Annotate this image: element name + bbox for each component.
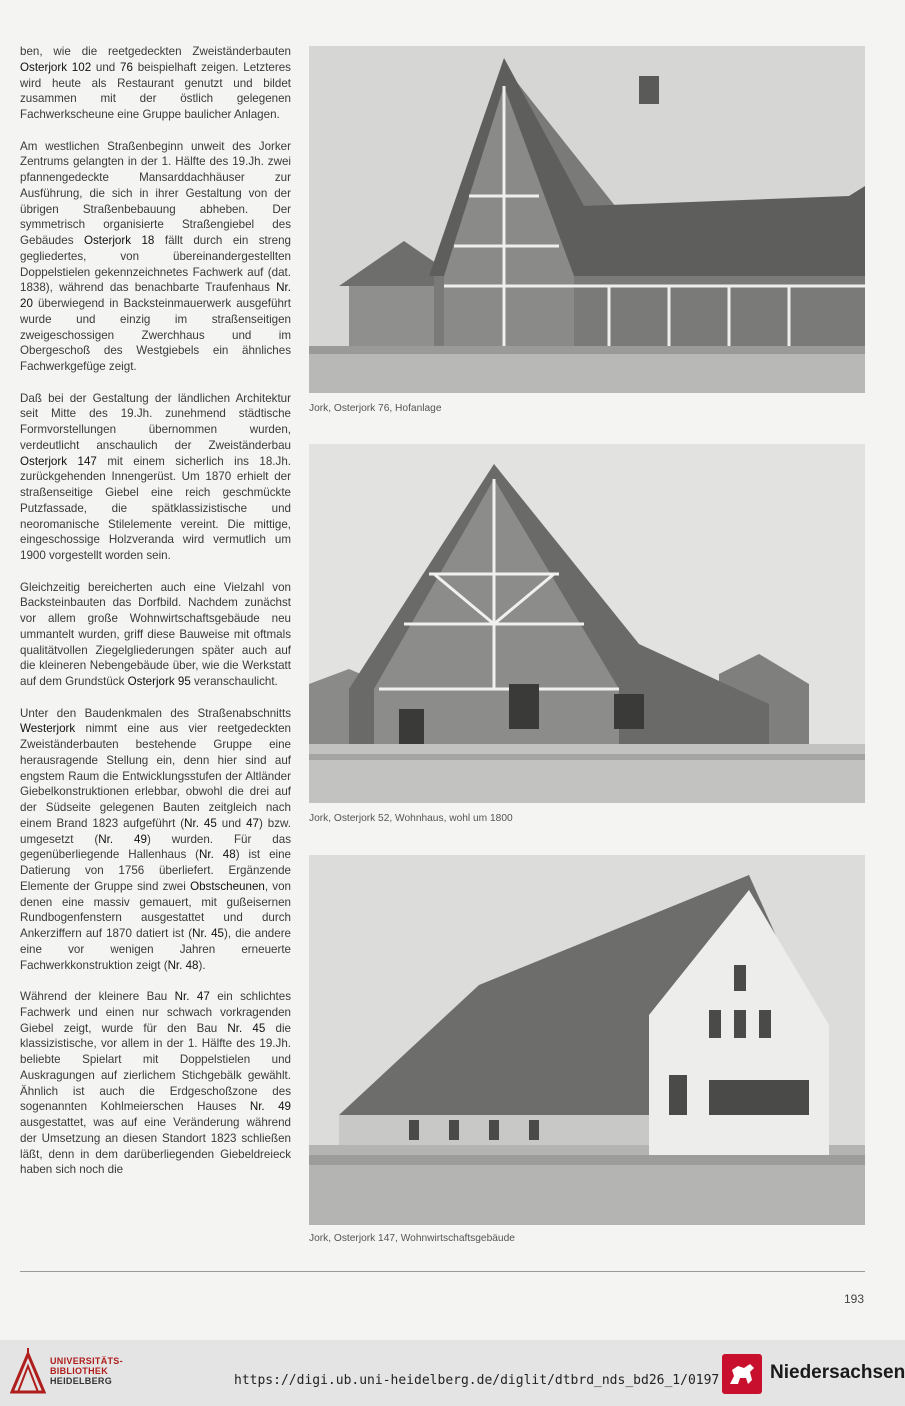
ub-heidelberg-logo-icon[interactable] xyxy=(10,1346,46,1394)
highlighted-reference: Nr. 45 xyxy=(192,927,224,940)
photo-caption: Jork, Osterjork 147, Wohnwirtschaftsgebäude xyxy=(309,1233,515,1244)
photo-caption: Jork, Osterjork 52, Wohnhaus, wohl um 1800 xyxy=(309,813,513,824)
photo-caption: Jork, Osterjork 76, Hofanlage xyxy=(309,403,442,414)
text-run: ein schlichtes Fachwerk und einen nur schwach vorkragenden Giebel zeigt, wurde für den Bau xyxy=(20,990,291,1035)
text-run: beispielhaft zeigen. Letzteres wird heute als Restaurant genutzt und bildet zusammen mit der östlich gelegenen Fachwerkscheune eine Gruppe baulicher Anlagen. xyxy=(20,60,291,121)
ub-label-line: HEIDELBERG xyxy=(50,1376,113,1386)
document-url-link[interactable]: https://digi.ub.uni-heidelberg.de/diglit/dtbrd_nds_bd26_1/0197 xyxy=(234,1373,720,1388)
paragraph xyxy=(20,391,291,564)
page-number: 193 xyxy=(843,1292,864,1306)
text-run: veranschaulicht. xyxy=(190,675,278,688)
text-run: ), die andere eine vor wenigen Jahren erneuerte Fachwerkkonstruktion zeigt ( xyxy=(20,927,291,972)
text-run: ) ist eine Datierung von 1756 überliefert. Ergänzende Elemente der Gruppe sind zwei xyxy=(20,848,291,893)
highlighted-reference: Osterjork 102 xyxy=(20,60,92,74)
highlighted-reference: Westerjork xyxy=(20,722,76,736)
ub-heidelberg-label[interactable] xyxy=(50,1356,123,1386)
paragraph xyxy=(20,580,291,690)
text-run: ) bzw. umgesetzt ( xyxy=(20,816,292,846)
ub-label-line: BIBLIOTHEK xyxy=(50,1366,108,1376)
text-run: und xyxy=(216,816,247,830)
text-run: Gleichzeitig bereicherten auch eine Vielzahl von Backsteinbauten das Dorfbild. Nachdem zunächst vor allem große Wohnwirtschaftsgebäude neu ummantelt wurden, griff diese Bauweise mit oftmals qualitätvollen Ziegelgliederungen später auch auf die kleineren Nebengebäude über, wie die Werkstatt auf dem Grundstück xyxy=(20,580,291,688)
highlighted-reference: 47 xyxy=(246,816,259,830)
highlighted-reference: Nr. 20 xyxy=(20,281,291,310)
text-run: , von denen eine massiv gemauert, mit gußeisernen Rundbogenfenstern ausgestattet und durch Ankerziffern auf 1870 datiert ist ( xyxy=(20,879,291,940)
highlighted-reference: 76 xyxy=(120,60,133,74)
paragraph xyxy=(20,139,291,375)
text-run: ausgestattet, was auf eine Veränderung während der Umsetzung an diesen Standort 1823 schließen läßt, denn in dem darüberliegenden Giebeldreieck haben sich noch die xyxy=(20,1116,291,1177)
text-run: Unter den Baudenkmalen des Straßenabschnitts xyxy=(20,706,291,720)
highlighted-reference: Obstscheunen xyxy=(190,879,265,893)
text-run: fällt durch ein streng gegliedertes, von übereinandergestellten Doppelstielen gekennzeichnetes Fachwerk auf (dat. 1838), während das benachbarte Traufenhaus xyxy=(20,234,291,295)
photo-osterjork-52 xyxy=(309,444,865,803)
paragraph xyxy=(20,706,291,974)
highlighted-reference: Nr. 48 xyxy=(199,848,236,862)
highlighted-reference: Osterjork 18 xyxy=(83,234,155,247)
body-text-column xyxy=(20,44,291,1194)
text-run: Am westlichen Straßenbeginn unweit des Jorker Zentrums gelangten in der 1. Hälfte des 19.Jh. zwei pfannengedeckte Mansarddachhäuser zur Ausführung, die sich in ihrer Gestaltung von der übrigen Straßenbebauung abheben. Der symmetrisch organisierte Straßengiebel des Gebäudes xyxy=(20,139,291,247)
text-run: ben, wie die reetgedeckten Zweiständerbauten xyxy=(20,45,291,58)
text-run: und xyxy=(91,60,121,74)
niedersachsen-horse-logo-icon[interactable] xyxy=(722,1354,762,1394)
text-run: die klassizistische, vor allem in der 1. Hälfte des 19.Jh. beliebte Spielart mit Doppelstielen und Auskragungen auf zierlichem Stichgebälk gewählt. Ähnlich ist auch die Erdgeschoßzone des sogenannten Kohlmeierschen Hauses xyxy=(20,1021,291,1114)
paragraph xyxy=(20,44,291,123)
niedersachsen-label[interactable]: Niedersachsen xyxy=(770,1362,905,1383)
text-run: mit einem sicherlich ins 18.Jh. zurückgehenden Innengerüst. Um 1870 erhielt der straßenseitige Giebel eine reich geschmückte Putzfassade, die spätklassizistische und neoromanische Stilelemente vereint. Die mittige, eingeschossige Holzveranda wird vermutlich um 1900 vorgestellt worden sein. xyxy=(20,454,291,562)
highlighted-reference: Osterjork 147 xyxy=(20,454,97,468)
text-run: Daß bei der Gestaltung der ländlichen Architektur seit Mitte des 19.Jh. zunehmend städtische Formvorstellungen übernommen wurden, verdeutlicht anschaulich der Zweiständerbau xyxy=(20,391,291,452)
highlighted-reference: Nr. 45 xyxy=(227,1021,266,1035)
text-run: Während der kleinere Bau xyxy=(20,990,175,1003)
photo-osterjork-147 xyxy=(309,855,865,1225)
highlighted-reference: Nr. 49 xyxy=(98,832,147,846)
text-run: überwiegend in Backsteinmauerwerk ausgeführt wurde und einzig im straßenseitigen zweigeschossigen Zwerchhaus und im Obergeschoß des Westgiebels ein ähnliches Fachwerkgefüge zeigt. xyxy=(20,297,291,373)
footer-rule xyxy=(20,1271,865,1272)
highlighted-reference: Osterjork 95 xyxy=(127,675,191,688)
ub-label-line: UNIVERSITÄTS- xyxy=(50,1356,123,1366)
text-run: nimmt eine aus vier reetgedeckten Zweiständerbauten bestehende Gruppe eine herausragende Stellung ein, denn hier sind auf engstem Raum die Entwicklungsstufen der Altländer Giebelkonstruktionen erlebbar, obwohl die drei auf der Südseite gelegenen Bauten zeitgleich nach einem Brand 1823 aufgeführt ( xyxy=(20,722,291,830)
text-run: ) wurden. Für das gegenüberliegende Hallenhaus ( xyxy=(20,832,291,862)
highlighted-reference: Nr. 48 xyxy=(167,958,199,972)
paragraph xyxy=(20,989,291,1178)
highlighted-reference: Nr. 47 xyxy=(174,990,210,1003)
highlighted-reference: Nr. 45 xyxy=(184,816,217,830)
text-run: ). xyxy=(198,958,206,972)
highlighted-reference: Nr. 49 xyxy=(249,1100,292,1114)
photo-osterjork-76 xyxy=(309,46,865,393)
